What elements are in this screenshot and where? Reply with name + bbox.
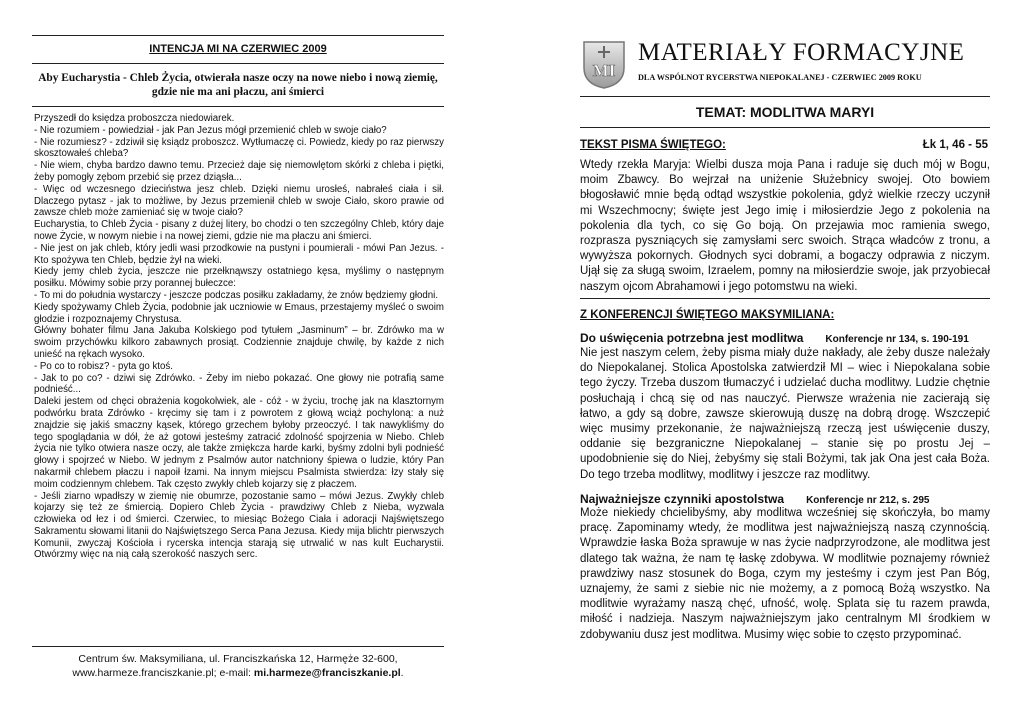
logo-text: MI: [592, 61, 616, 80]
divider: [32, 35, 444, 36]
footer-email: mi.harmeze@franciszkanie.pl: [253, 667, 401, 679]
footer-website: www.harmeze.franciszkanie.pl; e-mail:: [72, 667, 254, 679]
section-heading: [580, 331, 990, 345]
masthead-title: MATERIAŁY FORMACYJNE: [638, 39, 965, 66]
section-reference: Konferencje nr 212, s. 295: [806, 495, 930, 506]
section-text: Może niekiedy chcielibyśmy, aby modlitwa wcześniej się skończyła, bo mamy pracę. Zapominamy wtedy, że modlitwa jest najważniejszą naszą czynnością. Wprawdzie łaska Boża sprawuje w nas życie nadprzyrodzone, ale modlitwa jest dlatego tak ważna, że nam tę łaskę zdobywa. W modlitwie poznajemy również prawdziwy nasz stosunek do Boga, czym my jesteśmy i czym jest Pan Bóg, uznajemy, że sami z siebie nic nie możemy, a z pomocą Bożą wszystko. Na modlitwie wyrażamy naszą chęć, ufność, wolę. Splata się tu razem prawda, miłość i nadzieja. Naszym najważniejszym jako centralnym MI środkiem w zdobywaniu dusz jest modlitwa. Musimy więc sobie to często przypominać.: [580, 507, 990, 641]
footer-suffix: .: [400, 667, 404, 679]
footer-address: Centrum św. Maksymiliana, ul. Franciszkańska 12, Harmęże 32-600,: [78, 653, 398, 665]
conference-heading: Z KONFERENCJI ŚWIĘTEGO MAKSYMILIANA:: [580, 309, 835, 321]
section-heading: [580, 492, 990, 506]
intention-title: INTENCJA MI NA CZERWIEC 2009: [149, 43, 327, 55]
section-title: Do uświęcenia potrzebna jest modlitwa: [580, 331, 804, 345]
intention-text: Aby Eucharystia - Chleb Życia, otwierała nasze oczy na nowe niebo i nową ziemię, gdzie nie ma ani płaczu, ani śmierci: [38, 72, 438, 98]
story-paragraph: - Jak to po co? - dziwi się Zdrówko. - Żeby im niebo pokazać. One głowy nie potrafią same podnieść...: [34, 372, 444, 396]
divider: [32, 63, 444, 64]
story-paragraph: - To mi do południa wystarczy - jeszcze podczas posiłku zakładamy, że znów będziemy głodni.: [34, 289, 439, 301]
section-text: Nie jest naszym celem, żeby pisma miały duże nakłady, ale żeby dusze należały do Niepokalanej. Stolica Apostolska zatwierdził MI – wiec i Niepokalana sobie tego życzy. Trzeba duszom tłumaczyć i udzielać ducha modlitwy. Ludzie chętnie posłuchają i chcą się od nas nauczyć. Pierwsze wrażenia nie zacierają się łatwo, a gdy są dobre, zawsze skierowują duszę na dobrą drogę. Wszczepić więc musimy przekonanie, że najważniejszą rzeczą jest uświęcenie duszy, oddanie się bezgraniczne Niepokalanej – stanie się po prostu Jej – upodobnienie się do Niej, żebyśmy się stali Bożymi, tak jak Ona jest cała Boża. Do tego trzeba modlitwy, modlitwy i jeszcze raz modlitwy.: [580, 347, 990, 481]
topic-title: TEMAT: MODLITWA MARYI: [695, 104, 875, 120]
story-paragraph: Kiedy spożywamy Chleb Życia, podobnie jak uczniowie w Emaus, przestajemy myśleć o swoim głodzie i rozpoznajemy Chrystusa.: [34, 301, 444, 325]
story-paragraph: Główny bohater filmu Jana Jakuba Kolskiego pod tytułem „Jasminum” – br. Zdrówko ma w swoim przychówku kilkoro zabawnych prosiąt. Codziennie znajduje chwilę, by każde z nich unieść na rękach wysoko.: [34, 325, 444, 360]
footer-contact: [32, 666, 444, 680]
divider: [32, 646, 444, 647]
story-paragraph: Daleki jestem od chęci obrażenia kogokolwiek, ale - cóż - w życiu, trochę jak na klasztornym podwórku brata Zdrówko - kręcimy się tam i z powrotem z głową wciąż pochyloną: a nuż znajdzie się jakiś smaczny kąsek, którego grzechem byłoby przeoczyć. I tak nawykliśmy do tego spoglądania w dół, że aż gotowi jesteśmy zatracić zdolność spojrzenia w Niebo. Chleb życia nie tylko otwiera nasze oczy, ale także zmiękcza harde karki, byśmy zdolni byli podnieść głowy i spojrzeć w Niebo. W jednym z Psalmów autor natchniony śpiewa o ludzie, który Pan nakarmił chlebem płaczu i napoił łzami. Na innym miejscu Psalmista stwierdza: łzy stały się moim codziennym chlebem. Tak często zwykły chleb kojarzy się z płaczem.: [34, 396, 444, 490]
section-title: Najważniejsze czynniki apostolstwa: [580, 492, 785, 506]
scripture-text: Wtedy rzekła Maryja: Wielbi dusza moja Pana i raduje się duch mój w Bogu, moim Zbawcy. Bo wejrzał na uniżenie Służebnicy swojej. Oto bowiem błogosławić mnie będą odtąd wszystkie pokolenia, gdyż wielkie rzeczy uczynił mi Wszechmocny; święte jest Jego imię i miłosierdzie Jego z pokolenia na pokolenia dla tych, co się Go boją. On przejawia moc ramienia swego, rozprasza pyszniących się zamysłami serc swoich. Strąca władców z tronu, a wywyższa pokornych. Głodnych syci dobrami, a bogaczy odprawia z niczym. Ujął się za sługą swoim, Izraelem, pomny na miłosierdzie swoje, jak przyobiecał naszym ojcom Abrahamowi i jego potomstwu na wieki.: [580, 159, 990, 293]
story-paragraph: Przyszedł do księdza proboszcza niedowiarek.: [34, 113, 235, 124]
story-paragraph: - Nie rozumiem - powiedział - jak Pan Jezus mógł przemienić chleb w swoje ciało?: [34, 124, 387, 136]
story-paragraph: Kiedy jemy chleb życia, jeszcze nie przełknąwszy ostatniego kęsa, myślimy o następnym posiłku. Mówimy sobie przy porannej bułeczce:: [34, 266, 444, 290]
mi-logo: [580, 38, 628, 90]
story-paragraph: - Więc od wczesnego dzieciństwa jesz chleb. Dzięki niemu urosłeś, nabrałeś ciała i sił. Dlaczego pytasz - jak to możliwe, by Jezus przemienił chleb w swoje Ciało, skoro prawie od zawsze chleb może zamieniać się w twoje ciało?: [34, 183, 444, 219]
story-text: [34, 113, 444, 561]
story-paragraph: - Nie jest on jak chleb, który jedli wasi przodkowie na pustyni i poumierali - mówi Pan Jezus. - Kto spożywa ten Chleb, będzie żył na wieki.: [34, 242, 444, 266]
footer: [32, 652, 444, 680]
scripture-reference: Łk 1, 46 - 55: [922, 139, 988, 151]
masthead-subtitle: DLA WSPÓLNOT RYCERSTWA NIEPOKALANEJ - CZERWIEC 2009 ROKU: [638, 73, 922, 82]
divider: [580, 96, 990, 97]
divider: [580, 298, 990, 299]
story-paragraph: Eucharystia, to Chleb Życia - pisany z dużej litery, bo chodzi o ten szczególny Chleb, który daje nowe Życie, w nowym niebie i na nowej ziemi, gdzie nie ma płaczu ani śmierci.: [34, 219, 444, 242]
story-paragraph: - Nie rozumiesz? - zdziwił się ksiądz proboszcz. Wytłumaczę ci. Powiedz, kiedy po raz pierwszy skosztowałeś chleba?: [34, 136, 444, 160]
section-reference: Konferencje nr 134, s. 190-191: [825, 334, 969, 345]
scripture-label: TEKST PISMA ŚWIĘTEGO:: [580, 139, 726, 151]
story-paragraph: - Jeśli ziarno wpadłszy w ziemię nie obumrze, pozostanie samo – mówi Jezus. Zwykły chleb kojarzy się też ze śmiercią. Dopiero Chleb Życia - prawdziwy Chleb z Nieba, wyzwala człowieka od łez i od śmierci. Czerwiec, to miesiąc Bożego Ciała i adoracji Najświętszego Sakramentu słowami litanii do Najświętszego Serca Pana Jezusa. Kiedy mija blichtr pierwszych Komunii, zwyczaj Kościoła i rycerska intencja starają się utrwalić w nas kult Eucharystii. Otwórzmy więc na nią całą szerokość naszych serc.: [34, 490, 444, 561]
story-paragraph: - Nie wiem, chyba bardzo dawno temu. Przecież daje się niemowlętom skórki z chleba i piętki, żeby pomogły zębom przebić się przez dziąsła...: [34, 160, 444, 183]
divider: [32, 106, 444, 107]
divider: [580, 127, 990, 128]
story-paragraph: - Po co to robisz? - pyta go ktoś.: [34, 360, 173, 372]
